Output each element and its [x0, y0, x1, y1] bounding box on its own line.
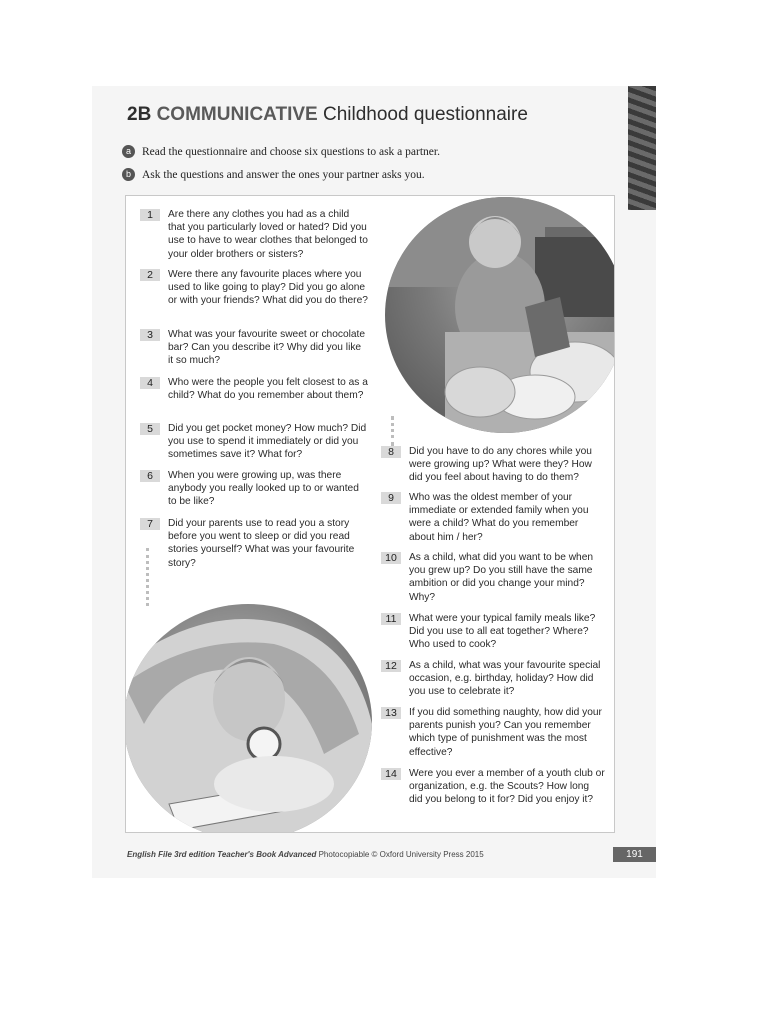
photo-girl-reading-torch: [125, 604, 372, 833]
question-text: Did you have to do any chores while you were growing up? What were they? How did you feel about having to do them?: [409, 446, 592, 484]
instruction-letter-b: b: [122, 168, 135, 181]
question-item: [381, 612, 605, 652]
question-text: Were you ever a member of a youth club or organization, e.g. the Scouts? How long did you belong to it for? Did you enjoy it?: [409, 768, 605, 806]
unit-code: 2B: [127, 104, 152, 125]
question-number: 9: [381, 492, 401, 504]
question-number: 8: [381, 446, 401, 458]
page-footer: [127, 850, 484, 859]
question-item: [381, 706, 605, 759]
question-item: [140, 376, 368, 402]
question-item: [381, 551, 605, 604]
question-text: Are there any clothes you had as a child that you particularly loved or hated? Did you use to have to wear clothes that belonged to your older brothers or sisters?: [168, 209, 368, 260]
question-text: Who was the oldest member of your immediate or extended family when you were a child? What do you remember about him / her?: [409, 492, 589, 543]
instruction-letter-a: a: [122, 145, 135, 158]
question-item: [381, 767, 605, 807]
question-item: [140, 422, 368, 462]
instruction-b: [122, 168, 425, 181]
question-item: [140, 469, 368, 509]
question-item: [381, 445, 605, 485]
question-number: 10: [381, 552, 401, 564]
girl-photo-illustration: [125, 604, 372, 833]
question-number: 11: [381, 613, 401, 625]
instruction-a-text: Read the questionnaire and choose six questions to ask a partner.: [142, 146, 440, 158]
corner-decoration: [628, 86, 656, 210]
question-item: [140, 328, 368, 368]
question-item: [140, 208, 368, 261]
question-number: 3: [140, 329, 160, 341]
question-item: [140, 517, 368, 570]
instruction-a: [122, 145, 440, 158]
questionnaire-panel: [125, 195, 615, 833]
question-text: As a child, what did you want to be when you grew up? Do you still have the same ambition or did you change your mind? Why?: [409, 552, 594, 603]
activity-type: COMMUNICATIVE: [156, 104, 318, 125]
dotted-connector: [391, 416, 394, 446]
question-item: [140, 268, 368, 308]
question-text: Did you get pocket money? How much? Did you use to spend it immediately or did you sometimes save it? What for?: [168, 423, 367, 461]
question-text: As a child, what was your favourite special occasion, e.g. birthday, holiday? How did you use to celebrate it?: [409, 660, 601, 698]
photo-boy-washing-dishes: [385, 197, 615, 433]
question-item: [381, 491, 605, 544]
question-text: If you did something naughty, how did your parents punish you? Can you remember which type of punishment was the most effective?: [409, 707, 602, 758]
question-number: 4: [140, 377, 160, 389]
page-number: 191: [613, 847, 656, 862]
instruction-b-text: Ask the questions and answer the ones your partner asks you.: [142, 169, 425, 181]
question-number: 7: [140, 518, 160, 530]
book-title: English File 3rd edition Teacher's Book Advanced: [127, 850, 317, 859]
question-text: Did your parents use to read you a story before you went to sleep or did you read stories yourself? What was your favourite story?: [168, 518, 355, 569]
question-number: 12: [381, 660, 401, 672]
activity-title: Childhood questionnaire: [323, 104, 528, 125]
question-text: Who were the people you felt closest to as a child? What do you remember about them?: [168, 377, 368, 402]
page-title: [127, 104, 528, 126]
copyright-notice: Photocopiable © Oxford University Press 2015: [318, 850, 484, 859]
question-number: 6: [140, 470, 160, 482]
question-item: [381, 659, 605, 699]
question-text: What was your favourite sweet or chocolate bar? Can you describe it? Why did you like it so much?: [168, 329, 366, 367]
question-text: When you were growing up, was there anybody you really looked up to or wanted to be like?: [168, 470, 359, 508]
question-number: 1: [140, 209, 160, 221]
question-number: 13: [381, 707, 401, 719]
question-number: 2: [140, 269, 160, 281]
question-number: 5: [140, 423, 160, 435]
question-text: What were your typical family meals like? Did you use to all eat together? Where? Who used to cook?: [409, 613, 596, 651]
question-text: Were there any favourite places where you used to like going to play? Did you go alone or with your friends? What did you do there?: [168, 269, 368, 307]
boy-photo-illustration: [385, 197, 615, 433]
question-number: 14: [381, 768, 401, 780]
